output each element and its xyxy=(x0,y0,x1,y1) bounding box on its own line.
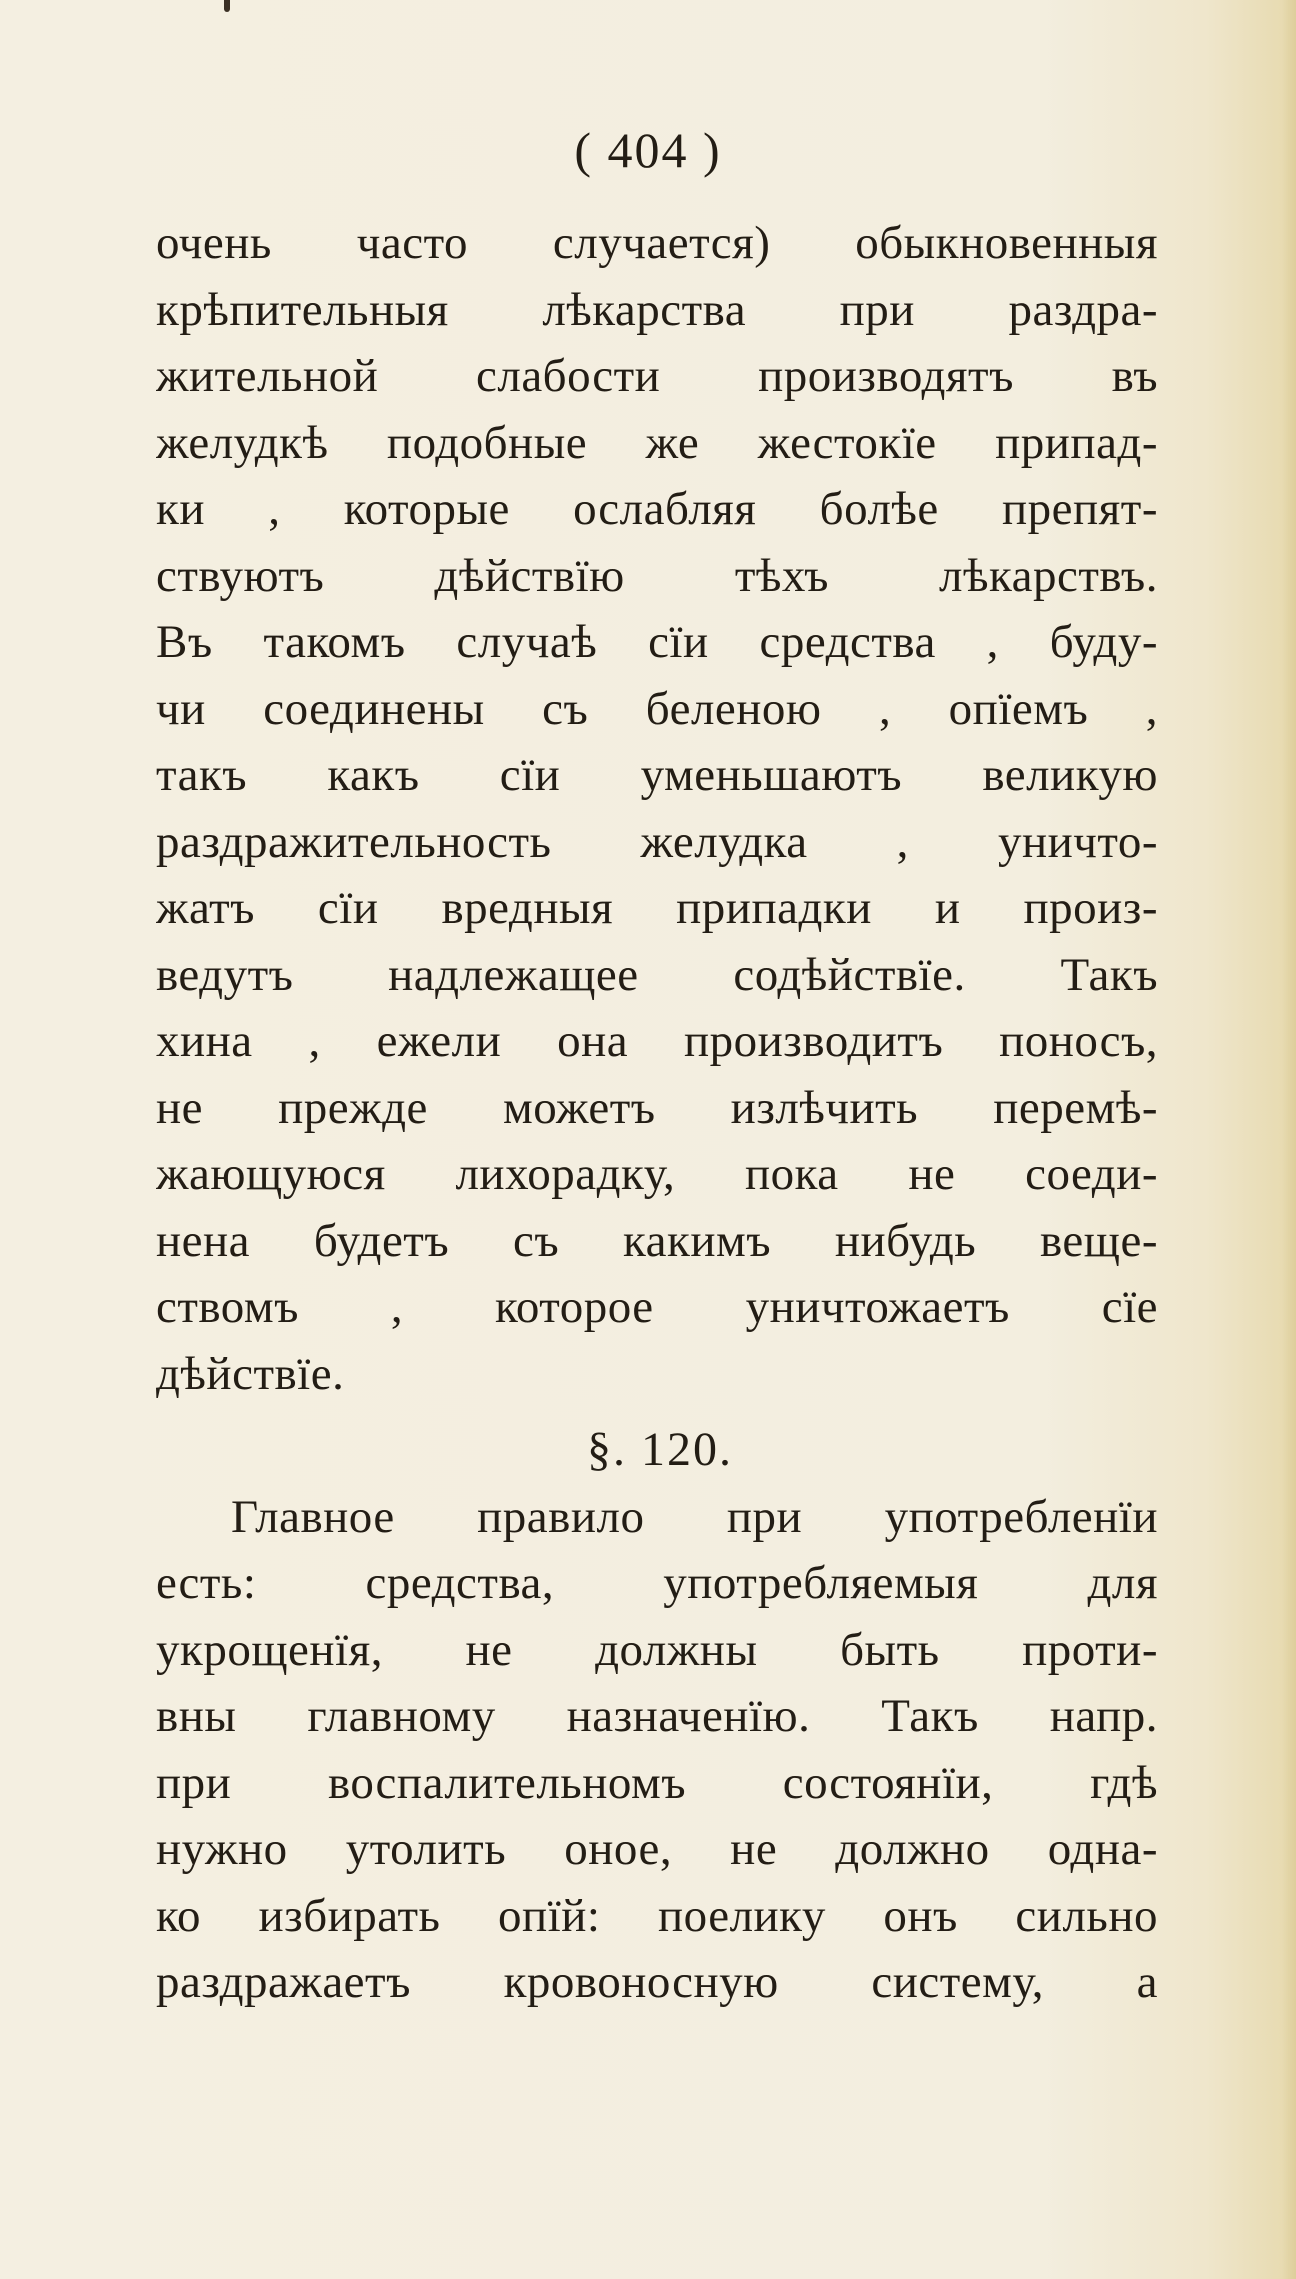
text-line: раздражительность желудка , уничто- xyxy=(156,815,1158,868)
text-line: нена будетъ съ какимъ нибудь веще- xyxy=(156,1214,1158,1267)
paragraph xyxy=(156,1484,1158,2016)
text-line: ствуютъ дѣйствїю тѣхъ лѣкарствъ. xyxy=(156,549,1158,602)
text-line: Главное правило при употребленїи xyxy=(231,1490,1158,1543)
text-line: жительной слабости производятъ въ xyxy=(156,350,1158,402)
text-line: Въ такомъ случаѣ сїи средства , буду- xyxy=(156,616,1158,668)
text-line: желудкѣ подобные же жестокїе припад- xyxy=(156,416,1158,469)
text-line: не прежде можетъ излѣчить перемѣ- xyxy=(156,1081,1158,1134)
text-line: вны главному назначенїю. Такъ напр. xyxy=(156,1690,1158,1742)
text-line: такъ какъ сїи уменьшаютъ великую xyxy=(156,749,1158,801)
text-line: крѣпительныя лѣкарства при раздра- xyxy=(156,283,1158,336)
text-line: раздражаетъ кровоносную систему, а xyxy=(156,1956,1158,2008)
section-heading: §. 120. xyxy=(587,1423,733,1476)
text-line: очень часто случается) обыкновенныя xyxy=(156,217,1158,269)
ink-mark xyxy=(224,0,230,12)
text-line: чи соединены съ беленою , опїемъ , xyxy=(156,682,1158,735)
page-edge xyxy=(1282,0,1296,2279)
paragraph xyxy=(156,210,1158,1407)
text-line: ки , которые ослабляя болѣе препят- xyxy=(156,483,1158,535)
text-line: дѣйствїе. xyxy=(156,1347,345,1400)
text-line: хина , ежели она производитъ поносъ, xyxy=(156,1015,1158,1067)
text-line: ко избирать опїй: поелику онъ сильно xyxy=(156,1889,1158,1942)
text-line: есть: средства, употребляемыя для xyxy=(156,1557,1158,1609)
text-line: укрощенїя, не должны быть проти- xyxy=(156,1623,1158,1676)
text-line: при воспалительномъ состоянїи, гдѣ xyxy=(156,1756,1158,1809)
text-line: нужно утолить оное, не должно одна- xyxy=(156,1823,1158,1875)
page-number: ( 404 ) xyxy=(574,122,722,178)
text-line: жатъ сїи вредныя припадки и произ- xyxy=(156,882,1158,934)
body-text xyxy=(156,210,1158,2016)
text-line: ствомъ , которое уничтожаетъ сїе xyxy=(156,1281,1158,1333)
text-line: жающуюся лихорадку, пока не соеди- xyxy=(156,1148,1158,1200)
text-line: ведутъ надлежащее содѣйствїе. Такъ xyxy=(156,948,1158,1001)
